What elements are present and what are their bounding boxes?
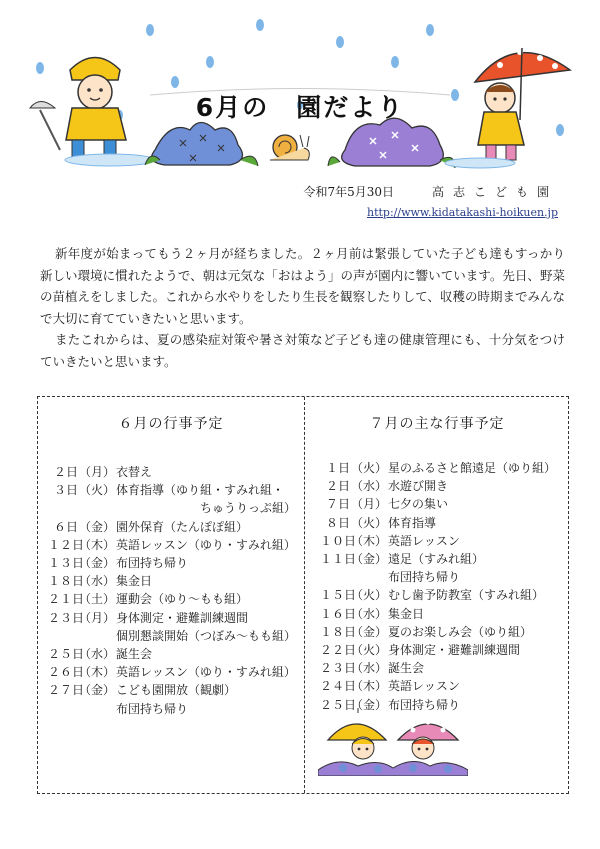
event-item: [320, 677, 570, 695]
event-item: [320, 605, 570, 623]
event-item: [48, 627, 304, 645]
event-item: [320, 477, 570, 495]
event-weekday: [78, 499, 116, 517]
event-text: 誕生会: [116, 647, 153, 662]
event-weekday: [78, 627, 116, 645]
event-text: ちゅうりっぷ組）: [116, 501, 297, 516]
june-heading: ６月の行事予定: [118, 416, 224, 432]
event-weekday: （水）: [350, 479, 387, 494]
event-item: [48, 518, 304, 536]
event-weekday: （火）: [350, 461, 387, 475]
event-text: 水遊び開き: [388, 479, 449, 494]
newsletter-meta: [303, 183, 558, 219]
event-text: 身体測定・避難訓練週間: [388, 643, 521, 658]
event-item: [320, 550, 570, 568]
hydrangea-left: [145, 123, 258, 167]
school-name: 高志こども園: [431, 185, 558, 199]
event-text: 個別懇談開始（つぼみ〜もも組）: [116, 628, 297, 643]
event-item: [48, 663, 304, 681]
header-illustration: [0, 0, 600, 175]
event-weekday: （木）: [78, 665, 115, 680]
event-schedule-box: [37, 396, 569, 794]
event-day: ２６日: [48, 665, 85, 680]
event-weekday: （火）: [350, 588, 387, 603]
event-weekday: （金）: [78, 519, 115, 534]
child-with-umbrella: [475, 48, 570, 160]
event-weekday: （土）: [78, 592, 115, 607]
issue-date: 令和7年5月30日: [303, 185, 394, 199]
event-item: [48, 681, 304, 699]
event-weekday: （火）: [78, 483, 115, 498]
event-day: １０日: [320, 533, 357, 548]
event-weekday: （火）: [350, 515, 387, 530]
event-weekday: （水）: [78, 647, 115, 662]
event-day: １８日: [48, 574, 85, 589]
event-weekday: [350, 568, 388, 586]
event-day: [48, 627, 78, 645]
event-text: 布団持ち帰り: [116, 556, 189, 571]
event-text: こども園開放（観劇）: [116, 683, 237, 698]
snail: [270, 135, 309, 160]
event-item: [320, 586, 570, 604]
event-day: ２２日: [320, 643, 357, 658]
event-item: [48, 499, 304, 517]
event-text: 衣替え: [116, 465, 153, 479]
event-text: 運動会（ゆり〜もも組）: [116, 592, 249, 607]
event-day: １３日: [48, 556, 85, 571]
event-day: ２３日: [48, 610, 85, 625]
event-text: 集金日: [116, 574, 153, 589]
event-text: 七夕の集い: [388, 497, 449, 512]
event-day: [48, 700, 78, 718]
event-item: [48, 463, 304, 481]
event-day: ８日: [325, 515, 350, 530]
event-day: [48, 499, 78, 517]
event-text: 身体測定・避難訓練週間: [116, 610, 249, 625]
event-weekday: （金）: [350, 697, 387, 712]
event-day: ３日: [53, 483, 78, 498]
event-text: 遠足（すみれ組）: [388, 552, 485, 567]
event-weekday: （月）: [350, 497, 387, 512]
event-day: ２１日: [48, 592, 85, 607]
intro-text: [40, 243, 565, 372]
event-item: [48, 590, 304, 608]
event-text: 星のふるさと館遠足（ゆり組）: [388, 461, 557, 475]
event-item: [48, 481, 304, 499]
event-weekday: [78, 700, 116, 718]
event-day: [320, 568, 350, 586]
event-item: [320, 641, 570, 659]
july-event-list: [304, 459, 570, 714]
event-weekday: （金）: [78, 556, 115, 571]
event-day: ６日: [53, 519, 78, 534]
event-text: 布団持ち帰り: [388, 570, 461, 585]
event-day: ２５日: [320, 697, 357, 712]
event-item: [320, 659, 570, 677]
event-text: 英語レッスン: [388, 679, 460, 694]
event-text: 布団持ち帰り: [388, 697, 461, 712]
event-day: ２３日: [320, 661, 357, 676]
event-day: １５日: [320, 588, 357, 603]
june-schedule: [38, 397, 304, 793]
event-item: [48, 572, 304, 590]
event-day: ２日: [325, 479, 350, 494]
event-text: むし歯予防教室（すみれ組）: [388, 588, 545, 603]
event-weekday: （水）: [350, 661, 387, 676]
event-item: [320, 532, 570, 550]
website-link[interactable]: http://www.kidatakashi-hoikuen.jp: [367, 206, 558, 219]
hydrangea-right: [328, 118, 455, 168]
event-day: １６日: [320, 606, 357, 621]
event-day: １日: [325, 461, 350, 475]
event-day: ２７日: [48, 683, 85, 698]
event-weekday: （金）: [78, 683, 115, 698]
event-item: [320, 514, 570, 532]
event-item: [320, 623, 570, 641]
event-weekday: （金）: [350, 552, 387, 567]
event-text: 英語レッスン: [388, 533, 460, 548]
event-item: [48, 536, 304, 554]
event-item: [48, 645, 304, 663]
event-text: 体育指導: [388, 515, 437, 530]
june-event-list: [38, 463, 304, 718]
event-text: 布団持ち帰り: [116, 701, 189, 716]
children-umbrellas-illustration: [318, 708, 468, 776]
event-day: １８日: [320, 624, 357, 639]
event-day: ２５日: [48, 647, 85, 662]
event-item: [320, 495, 570, 513]
event-day: １１日: [320, 552, 357, 567]
event-weekday: （木）: [350, 533, 387, 548]
event-text: 誕生会: [388, 661, 425, 676]
july-heading: ７月の主な行事予定: [369, 416, 505, 432]
event-weekday: （水）: [350, 606, 387, 621]
page-title: 6月の 園だより: [195, 93, 405, 122]
event-text: 体育指導（ゆり組・すみれ組・: [116, 483, 285, 498]
event-item: [48, 609, 304, 627]
intro-paragraph: またこれからは、夏の感染症対策や暑さ対策など子ども達の健康管理にも、十分気をつけていきたいと思います。: [40, 332, 565, 369]
event-item: [320, 459, 570, 477]
event-weekday: （月）: [78, 465, 115, 479]
event-text: 英語レッスン（ゆり・すみれ組）: [116, 665, 296, 680]
event-text: 英語レッスン（ゆり・すみれ組）: [116, 537, 296, 552]
event-text: 園外保育（たんぽぽ組）: [116, 519, 249, 534]
event-day: ２４日: [320, 679, 357, 694]
event-weekday: （金）: [350, 624, 387, 639]
event-weekday: （火）: [350, 643, 387, 658]
event-day: ２日: [53, 465, 78, 479]
event-item: [320, 568, 570, 586]
event-weekday: （木）: [350, 679, 387, 694]
kids-illustration: [318, 708, 468, 780]
event-item: [48, 554, 304, 572]
intro-paragraph: 新年度が始まってもう２ヶ月が経ちました。２ヶ月前は緊張していた子ども達もすっかり新しい環境に慣れたようで、朝は元気な「おはよう」の声が園内に響いています。先日、野菜の苗植えをしました。これから水やりをしたり生長を観察したりして、収穫の時期までみんなで大切に育てていきたいと思います。: [40, 246, 565, 326]
event-weekday: （水）: [78, 574, 115, 589]
event-weekday: （月）: [78, 610, 115, 625]
child-yellow-raincoat: [30, 58, 126, 159]
event-text: 集金日: [388, 606, 425, 621]
event-item: [48, 700, 304, 718]
event-text: 夏のお楽しみ会（ゆり組）: [388, 624, 533, 639]
event-day: ７日: [325, 497, 350, 512]
event-day: １２日: [48, 537, 85, 552]
event-weekday: （木）: [78, 537, 115, 552]
